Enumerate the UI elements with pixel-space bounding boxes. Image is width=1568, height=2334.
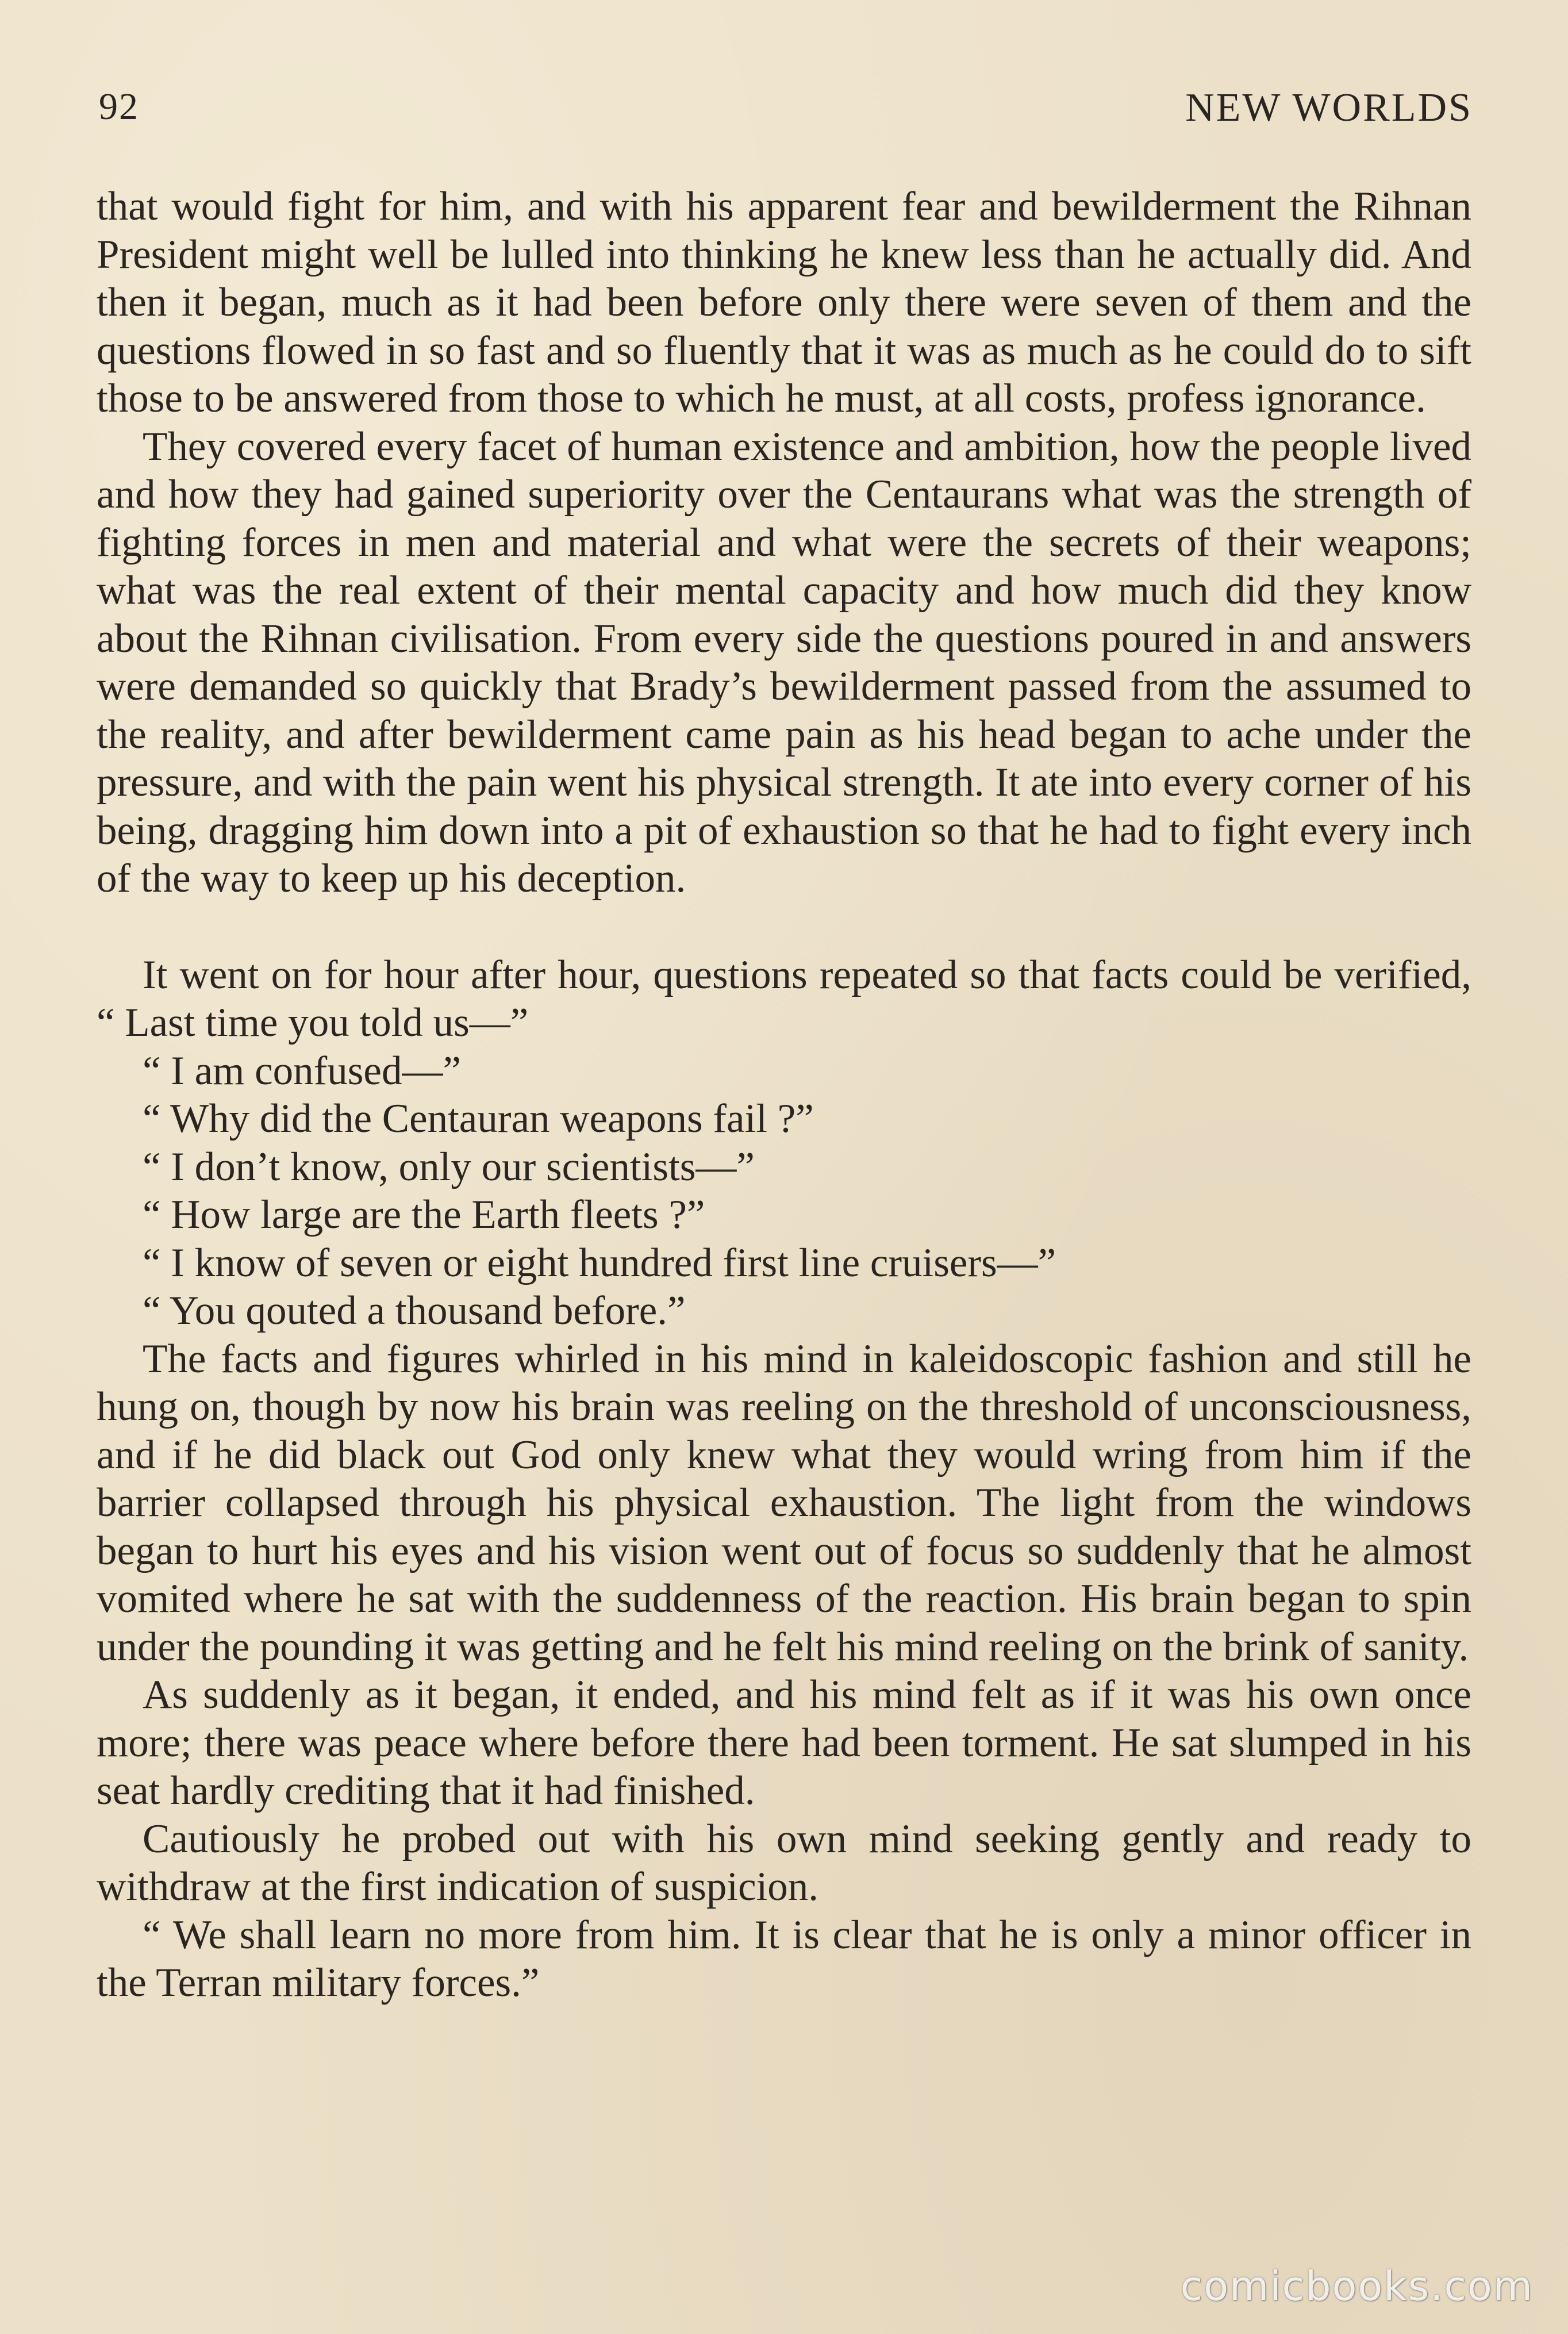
paragraph: They covered every facet of human existence and ambition, how the people lived and how they had gained superiority over the Centaurans what was the strength of fighting forces in men and material and what were the secrets of their weapons; what was the real extent of their mental capacity and how much did they know about the Rihnan civilisation. From every side the questions poured in and answers were demanded so quickly that Brady’s bewilderment passed from the assumed to the reality, and after bewilderment came pain as his head began to ache under the pressure, and with the pain went his physical strength. It ate into every corner of his being, dragging him down into a pit of exhaustion so that he had to fight every inch of the way to keep up his deception. (97, 424, 1471, 901)
paragraph: It went on for hour after hour, questions repeated so that facts could be verified, “ Last time you told us—” (97, 952, 1471, 1045)
dialogue-line: “ You qouted a thousand before.” (143, 1288, 686, 1333)
dialogue-line: “ How large are the Earth fleets ?” (143, 1192, 705, 1237)
dialogue-line: “ I don’t know, only our scientists—” (143, 1144, 755, 1189)
paragraph: As suddenly as it began, it ended, and his mind felt as if it was his own once more; there was peace where before there had been torment. He sat slumped in his seat hardly crediting that it had finished. (97, 1672, 1471, 1813)
dialogue-line: “ We shall learn no more from him. It is clear that he is only a minor officer in the Terran military forces.” (97, 1912, 1471, 2005)
page-number: 92 (99, 86, 139, 128)
paragraph: Cautiously he probed out with his own mind seeking gently and ready to withdraw at the first indication of suspicion. (97, 1816, 1471, 1909)
paragraph: that would fight for him, and with his apparent fear and bewilderment the Rihnan President might well be lulled into thinking he knew less than he actually did. And then it began, much as it had been before only there were seven of them and the questions flowed in so fast and so fluently that it was as much as he could do to sift those to be answered from those to which he must, at all costs, profess ignorance. (97, 184, 1471, 421)
dialogue-line: “ I am confused—” (143, 1048, 461, 1093)
dialogue-line: “ Why did the Centauran weapons fail ?” (143, 1096, 814, 1141)
dialogue-line: “ I know of seven or eight hundred first line cruisers—” (143, 1240, 1056, 1285)
body-text (97, 183, 1471, 2007)
page-header (99, 85, 1473, 148)
site-watermark: comicbooks.com (1180, 2263, 1534, 2310)
running-head-title: NEW WORLDS (1185, 86, 1473, 130)
paragraph: The facts and figures whirled in his mind in kaleidoscopic fashion and still he hung on, though by now his brain was reeling on the threshold of unconsciousness, and if he did black out God only knew what they would wring from him if the barrier collapsed through his physical exhaustion. The light from the windows began to hurt his eyes and his vision went out of focus so suddenly that he almost vomited where he sat with the suddenness of the reaction. His brain began to spin under the pounding it was getting and he felt his mind reeling on the brink of sanity. (97, 1336, 1471, 1669)
